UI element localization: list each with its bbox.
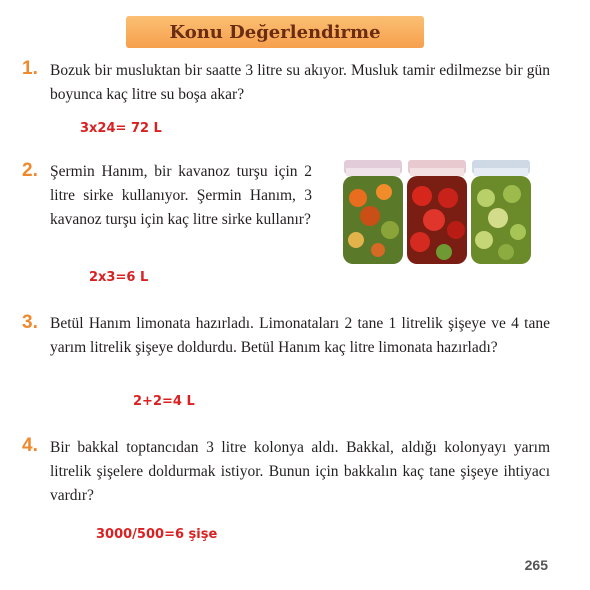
pickle-jars-illustration (340, 158, 535, 268)
question-2-answer: 2x3=6 L (89, 270, 149, 285)
page-number: 265 (524, 557, 548, 573)
question-4-number: 4. (22, 435, 38, 456)
question-1-text: Bozuk bir musluktan bir saatte 3 litre su akıyor. Musluk tamir edilmezse bir gün boyunca kaç litre su boşa akar? (50, 62, 550, 103)
question-3-number: 3. (22, 312, 38, 333)
question-4-answer: 3000/500=6 şişe (96, 527, 218, 542)
question-2-number: 2. (22, 160, 38, 181)
question-1-number: 1. (22, 58, 38, 79)
question-2-text: Şermin Hanım, bir kavanoz turşu için 2 litre sirke kullanıyor. Şermin Hanım, 3 kavanoz turşu için kaç litre sirke kullanır? (50, 163, 312, 228)
question-1-answer: 3x24= 72 L (80, 121, 162, 136)
section-title-banner (126, 16, 424, 48)
question-4-text: Bir bakkal toptancıdan 3 litre kolonya aldı. Bakkal, aldığı kolonyayı yarım litrelik şişelere doldurmak istiyor. Bunun için bakkalın kaç tane şişeye ihtiyacı vardır? (50, 439, 550, 504)
question-3-answer: 2+2=4 L (133, 394, 195, 409)
jar-left (343, 160, 403, 264)
jar-right (471, 160, 531, 264)
jar-middle (407, 160, 467, 264)
section-title: Konu Değerlendirme (169, 21, 381, 43)
question-3-text: Betül Hanım limonata hazırladı. Limonataları 2 tane 1 litrelik şişeye ve 4 tane yarım litrelik şişeye doldurdu. Betül Hanım kaç litre limonata hazırladı? (50, 315, 550, 356)
